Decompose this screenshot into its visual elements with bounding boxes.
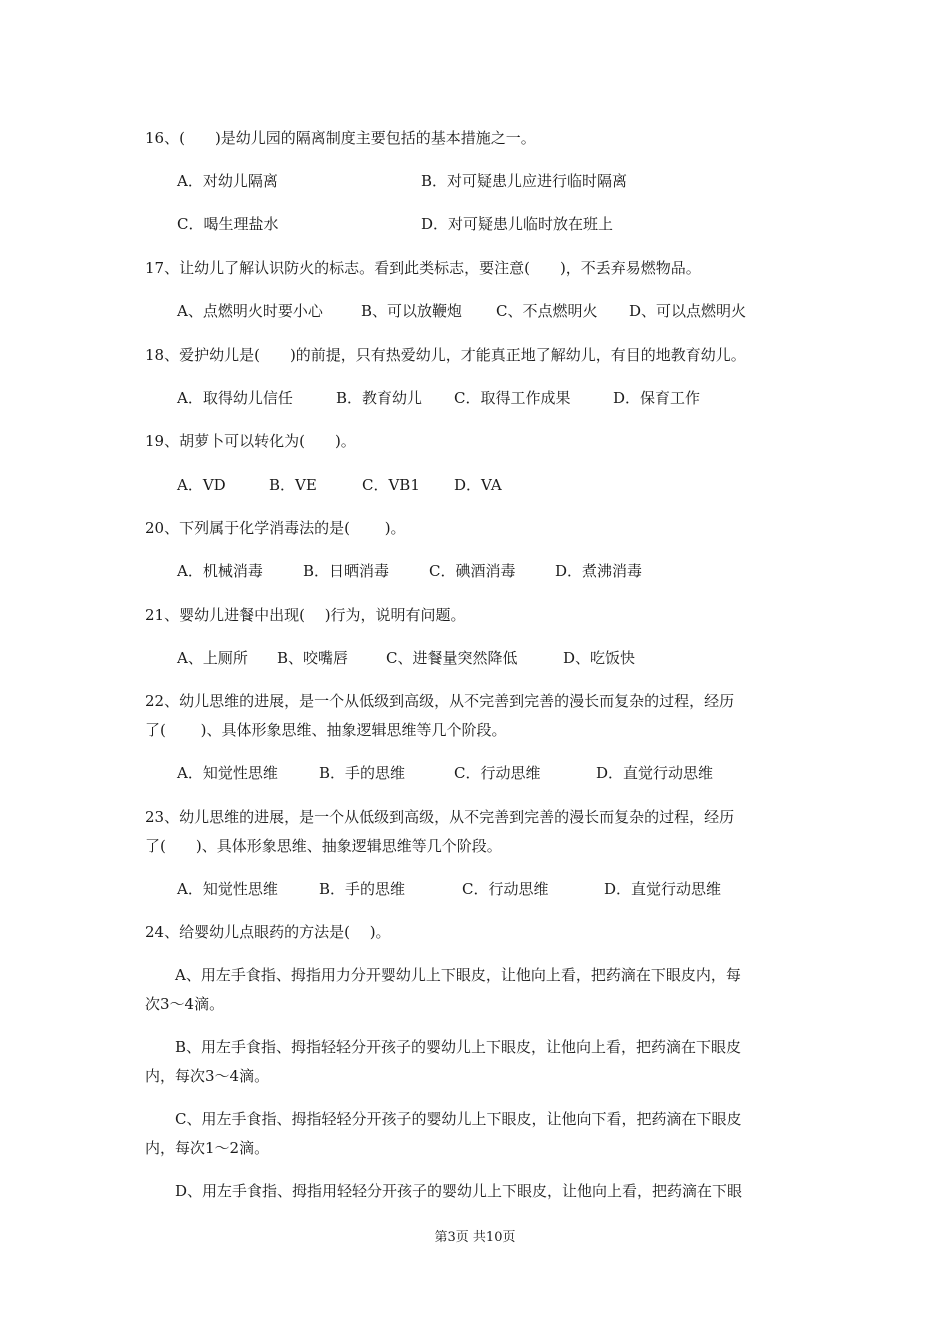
question-24-option-c-line-1: C、用左手食指、拇指轻轻分开孩子的婴幼儿上下眼皮，让他向下看，把药滴在下眼皮 — [145, 1110, 742, 1128]
question-20-option-c: C．碘酒消毒 — [429, 562, 516, 580]
question-21-option-b: B、咬嘴唇 — [277, 649, 349, 667]
question-23-option-b: B．手的思维 — [319, 880, 406, 898]
question-18-option-c: C．取得工作成果 — [454, 389, 571, 407]
question-19-option-c: C．VB1 — [362, 476, 420, 494]
question-17-option-a: A、点燃明火时要小心 — [177, 302, 323, 320]
question-24-option-c-line-2: 内，每次1～2滴。 — [145, 1139, 270, 1157]
question-19-option-d: D．VA — [454, 476, 502, 494]
question-20-option-d: D．煮沸消毒 — [555, 562, 643, 580]
question-21-option-a: A、上厕所 — [177, 649, 248, 667]
question-24-option-a-line-2: 次3～4滴。 — [145, 995, 225, 1013]
question-22-option-d: D．直觉行动思维 — [596, 764, 714, 782]
page-footer: 第3页 共10页 — [434, 1230, 516, 1245]
question-21-option-d: D、吃饭快 — [563, 649, 636, 667]
question-22-option-c: C．行动思维 — [454, 764, 541, 782]
question-21-stem: 21、婴幼儿进餐中出现( )行为，说明有问题。 — [145, 606, 466, 624]
question-16-option-c: C．喝生理盐水 — [177, 215, 279, 233]
question-20-option-b: B．日晒消毒 — [303, 562, 390, 580]
question-19-stem: 19、胡萝卜可以转化为( )。 — [145, 432, 356, 450]
question-24-option-a-line-1: A、用左手食指、拇指用力分开婴幼儿上下眼皮，让他向上看，把药滴在下眼皮内，每 — [145, 966, 741, 984]
question-20-stem: 20、下列属于化学消毒法的是( )。 — [145, 519, 406, 537]
question-24-option-d-line-1: D、用左手食指、拇指用轻轻分开孩子的婴幼儿上下眼皮，让他向上看，把药滴在下眼 — [145, 1182, 743, 1200]
question-17-option-d: D、可以点燃明火 — [629, 302, 747, 320]
question-19-option-b: B．VE — [269, 476, 317, 494]
question-18-option-b: B．教育幼儿 — [336, 389, 423, 407]
question-16-option-a: A．对幼儿隔离 — [177, 172, 278, 190]
question-22-option-a: A．知觉性思维 — [177, 764, 278, 782]
question-23-stem-line-2: 了( )、具体形象思维、抽象逻辑思维等几个阶段。 — [145, 837, 502, 855]
question-22-stem-line-2: 了( )、具体形象思维、抽象逻辑思维等几个阶段。 — [145, 721, 507, 739]
question-24-option-b-line-2: 内，每次3～4滴。 — [145, 1067, 270, 1085]
question-18-option-a: A．取得幼儿信任 — [177, 389, 293, 407]
question-23-option-d: D．直觉行动思维 — [604, 880, 722, 898]
question-23-stem-line-1: 23、幼儿思维的进展，是一个从低级到高级，从不完善到完善的漫长而复杂的过程，经历 — [145, 808, 735, 826]
question-17-option-c: C、不点燃明火 — [496, 302, 598, 320]
question-22-option-b: B．手的思维 — [319, 764, 406, 782]
question-17-option-b: B、可以放鞭炮 — [361, 302, 463, 320]
question-23-option-c: C．行动思维 — [462, 880, 549, 898]
question-23-option-a: A．知觉性思维 — [177, 880, 278, 898]
question-19-option-a: A．VD — [177, 476, 226, 494]
question-24-option-b-line-1: B、用左手食指、拇指轻轻分开孩子的婴幼儿上下眼皮，让他向上看，把药滴在下眼皮 — [145, 1038, 742, 1056]
question-16-option-b: B．对可疑患儿应进行临时隔离 — [421, 172, 628, 190]
question-22-stem-line-1: 22、幼儿思维的进展，是一个从低级到高级，从不完善到完善的漫长而复杂的过程，经历 — [145, 692, 735, 710]
question-16-stem: 16、( )是幼儿园的隔离制度主要包括的基本措施之一。 — [145, 129, 536, 147]
question-18-option-d: D．保育工作 — [613, 389, 701, 407]
question-20-option-a: A．机械消毒 — [177, 562, 263, 580]
question-24-stem: 24、给婴幼儿点眼药的方法是( )。 — [145, 923, 391, 941]
question-17-stem: 17、让幼儿了解认识防火的标志。看到此类标志，要注意( )，不丢弃易燃物品。 — [145, 259, 701, 277]
question-16-option-d: D．对可疑患儿临时放在班上 — [421, 215, 614, 233]
question-21-option-c: C、进餐量突然降低 — [386, 649, 518, 667]
question-18-stem: 18、爱护幼儿是( )的前提，只有热爱幼儿，才能真正地了解幼儿，有目的地教育幼儿。 — [145, 346, 746, 364]
